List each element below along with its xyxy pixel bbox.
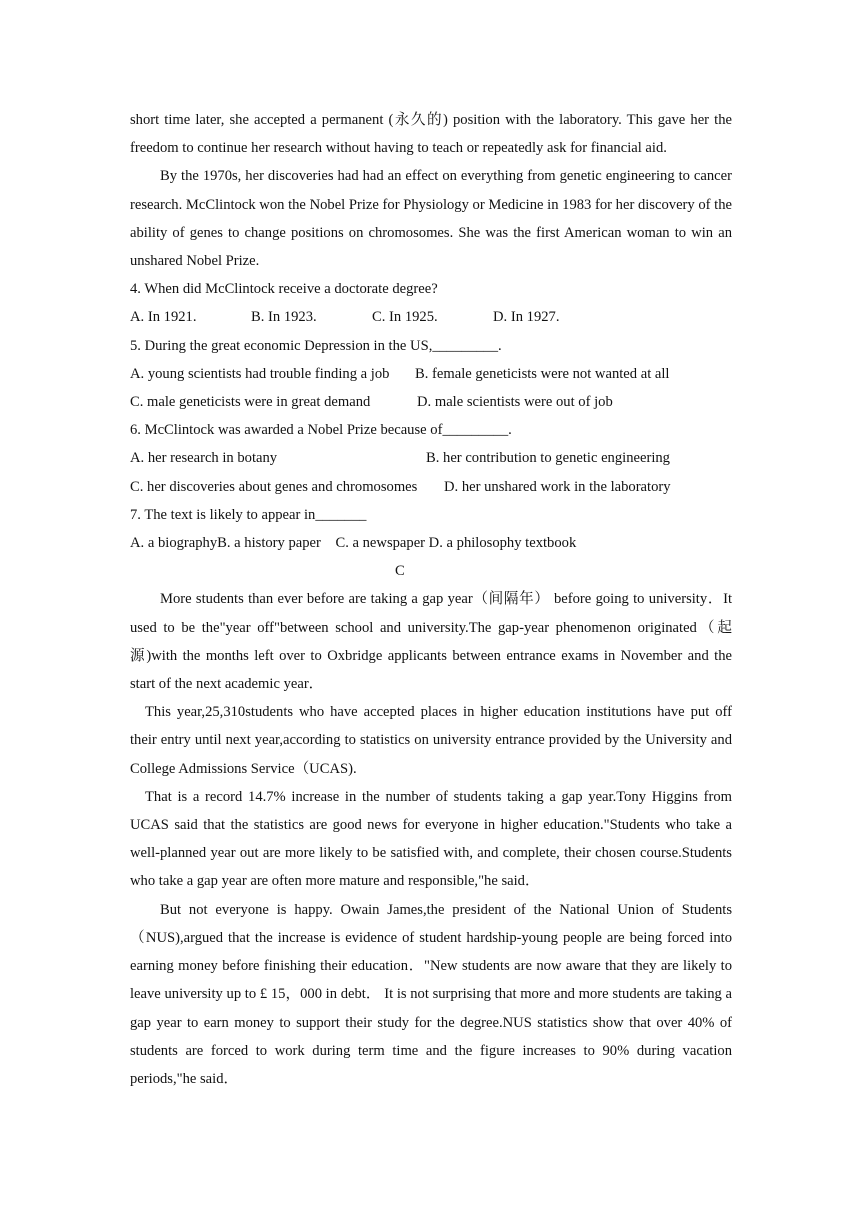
passage-b-paragraph-1: short time later, she accepted a permanent (永久的) position with the laboratory. This gave her the freedom to continue her research without having to teach or repeatedly ask for financial aid. [130, 112, 732, 157]
question-7-options: A. a biographyB. a history paper C. a newspaper D. a philosophy textbook [130, 535, 577, 552]
question-5-option-a: A. young scientists had trouble finding a job [130, 365, 390, 382]
passage-c-paragraph-1: More students than ever before are taking a gap year（间隔年） before going to university．It used to be the"year off"between school and university.The gap-year phenomenon originated（起源)with the months left over to Oxbridge applicants between entrance exams in November and the start of the next academic year． [130, 591, 732, 693]
question-4-option-a: A. In 1921. [130, 309, 197, 326]
question-5-option-d: D. male scientists were out of job [417, 394, 613, 411]
question-5-options-line-2 [130, 388, 732, 416]
passage-c-paragraph-3: That is a record 14.7% increase in the number of students taking a gap year.Tony Higgins from UCAS said that the statistics are good news for everyone in higher education."Students who take a well-planned year out are more likely to be satisfied with, and complete, their chosen course.Students who take a gap year are often more mature and responsible,"he said． [130, 788, 732, 890]
question-6-option-a: A. her research in botany [130, 450, 278, 467]
question-4-options [130, 303, 732, 331]
passage-b-paragraph-2: By the 1970s, her discoveries had had an effect on everything from genetic engineering to cancer research. McClintock won the Nobel Prize for Physiology or Medicine in 1983 for her discovery of the ability of genes to change positions on chromosomes. She was the first American woman to win an unshared Nobel Prize. [130, 168, 732, 270]
passage-c-paragraph-4: But not everyone is happy. Owain James,the president of the National Union of Students（NUS),argued that the increase is evidence of student hardship-young people are being forced into earning money before finishing their education．"New students are now aware that they are likely to leave university up to £ 15，000 in debt． It is not surprising that more and more students are taking a gap year to earn money to support their study for the degree.NUS statistics show that over 40% of students are forced to work during term time and the figure increases to 90% during vacation periods,"he said． [130, 901, 732, 1087]
passage-c-paragraph-2: This year,25,310students who have accepted places in higher education institutions have put off their entry until next year,according to statistics on university entrance provided by the University and College Admissions Service（UCAS). [130, 704, 732, 777]
question-4-option-b: B. In 1923. [251, 309, 317, 326]
question-7-stem: 7. The text is likely to appear in_______ [130, 506, 367, 523]
question-6-options-line-2 [130, 473, 732, 501]
question-4-option-c: C. In 1925. [372, 309, 438, 326]
question-4-stem: 4. When did McClintock receive a doctorate degree? [130, 281, 438, 298]
question-4-option-d: D. In 1927. [493, 309, 560, 326]
question-5-options-line-1 [130, 360, 732, 388]
question-6-options-line-1 [130, 444, 732, 472]
question-5-option-b: B. female geneticists were not wanted at all [415, 365, 670, 382]
question-6-stem: 6. McClintock was awarded a Nobel Prize because of_________. [130, 422, 512, 439]
question-5-stem: 5. During the great economic Depression in the US,_________. [130, 337, 502, 354]
question-6-option-d: D. her unshared work in the laboratory [444, 478, 671, 495]
question-6-option-b: B. her contribution to genetic engineering [426, 450, 670, 467]
question-5-option-c: C. male geneticists were in great demand [130, 394, 371, 411]
passage-c-title: C [395, 563, 405, 580]
question-6-option-c: C. her discoveries about genes and chromosomes [130, 478, 418, 495]
